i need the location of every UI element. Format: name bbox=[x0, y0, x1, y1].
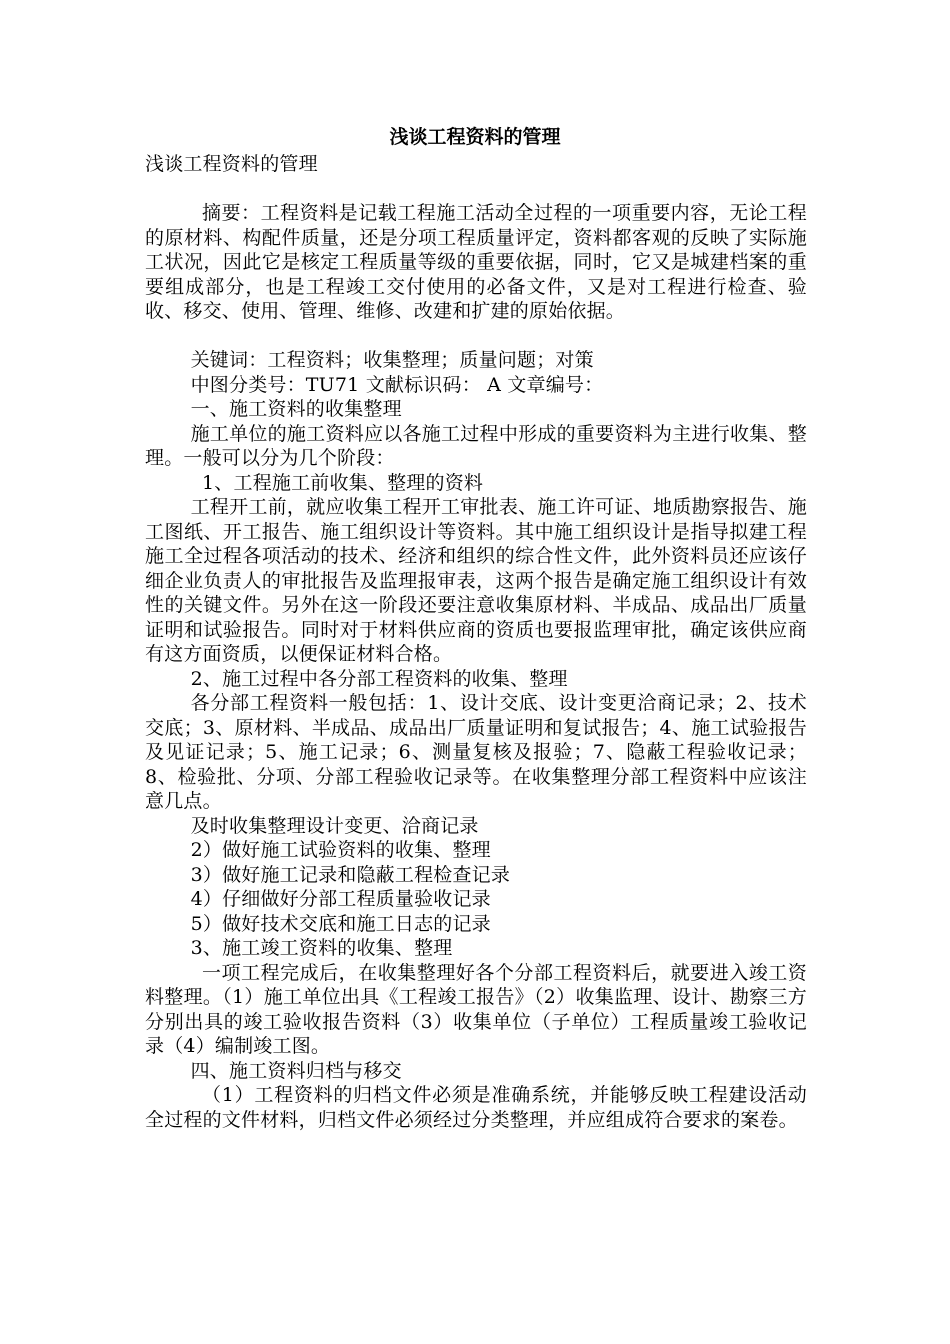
section1-heading: 一、施工资料的收集整理 bbox=[190, 398, 402, 420]
point-item: 5）做好技术交底和施工日志的记录 bbox=[190, 912, 491, 935]
abstract-paragraph: 摘要：工程资料是记载工程施工活动全过程的一项重要内容，无论工程的原材料、构配件质量，还是分项工程质量评定，资料都客观的反映了实际施工状况，因此它是核定工程质量等级的重要依据，同时，它又是城建档案的重要组成部分，也是工程竣工交付使用的必备文件，又是对工程进行检查、验收、移交、使用、管理、维修、改建和扩建的原始依据。 bbox=[145, 202, 807, 322]
keywords-line: 关键词：工程资料；收集整理；质量问题；对策 bbox=[190, 349, 594, 371]
point-item: 2）做好施工试验资料的收集、整理 bbox=[190, 839, 491, 861]
point-item: 及时收集整理设计变更、洽商记录 bbox=[190, 814, 479, 837]
blank-line bbox=[145, 177, 807, 202]
point-item: 4）仔细做好分部工程质量验收记录 bbox=[190, 888, 491, 910]
sub1-heading: 1、工程施工前收集、整理的资料 bbox=[202, 471, 484, 494]
sub3-heading: 3、施工竣工资料的收集、整理 bbox=[190, 937, 453, 959]
section4-paragraph: （1）工程资料的归档文件必须是准确系统，并能够反映工程建设活动全过程的文件材料，归档文件必须经过分类整理，并应组成符合要求的案卷。 bbox=[145, 1084, 807, 1131]
document-title: 浅谈工程资料的管理 bbox=[389, 126, 561, 148]
sub1-paragraph: 工程开工前，就应收集工程开工审批表、施工许可证、地质勘察报告、施工图纸、开工报告、施工组织设计等资料。其中施工组织设计是指导拟建工程施工全过程各项活动的技术、经济和组织的综合性文件，此外资料员还应该仔细企业负责人的审批报告及监理报审表，这两个报告是确定施工组织设计有效性的关键文件。另外在这一阶段还要注意收集原材料、半成品、成品出厂质量证明和试验报告。同时对于材料供应商的资质也要报监理审批，确定该供应商有这方面资质，以便保证材料合格。 bbox=[145, 496, 807, 665]
classification-line: 中图分类号：TU71 文献标识码： A 文章编号： bbox=[190, 373, 604, 396]
section1-intro-paragraph: 施工单位的施工资料应以各施工过程中形成的重要资料为主进行收集、整理。一般可以分为几个阶段： bbox=[145, 422, 807, 469]
document-body bbox=[145, 152, 807, 1132]
point-item: 3）做好施工记录和隐蔽工程检查记录 bbox=[190, 863, 511, 886]
section4-heading: 四、施工资料归档与移交 bbox=[190, 1059, 402, 1082]
sub3-paragraph: 一项工程完成后，在收集整理好各个分部工程资料后，就要进入竣工资料整理。（1）施工单位出具《工程竣工报告》（2）收集监理、设计、勘察三方分别出具的竣工验收报告资料（3）收集单位（子单位）工程质量竣工验收记录（4）编制竣工图。 bbox=[145, 961, 807, 1057]
blank-line bbox=[145, 324, 807, 349]
document-subtitle: 浅谈工程资料的管理 bbox=[145, 153, 318, 175]
sub2-heading: 2、施工过程中各分部工程资料的收集、整理 bbox=[190, 667, 568, 690]
sub2-paragraph: 各分部工程资料一般包括：1、设计交底、设计变更洽商记录；2、技术交底；3、原材料、半成品、成品出厂质量证明和复试报告；4、施工试验报告及见证记录；5、施工记录；6、测量复核及报验；7、隐蔽工程验收记录；8、检验批、分项、分部工程验收记录等。在收集整理分部工程资料中应该注意几点。 bbox=[145, 692, 807, 812]
